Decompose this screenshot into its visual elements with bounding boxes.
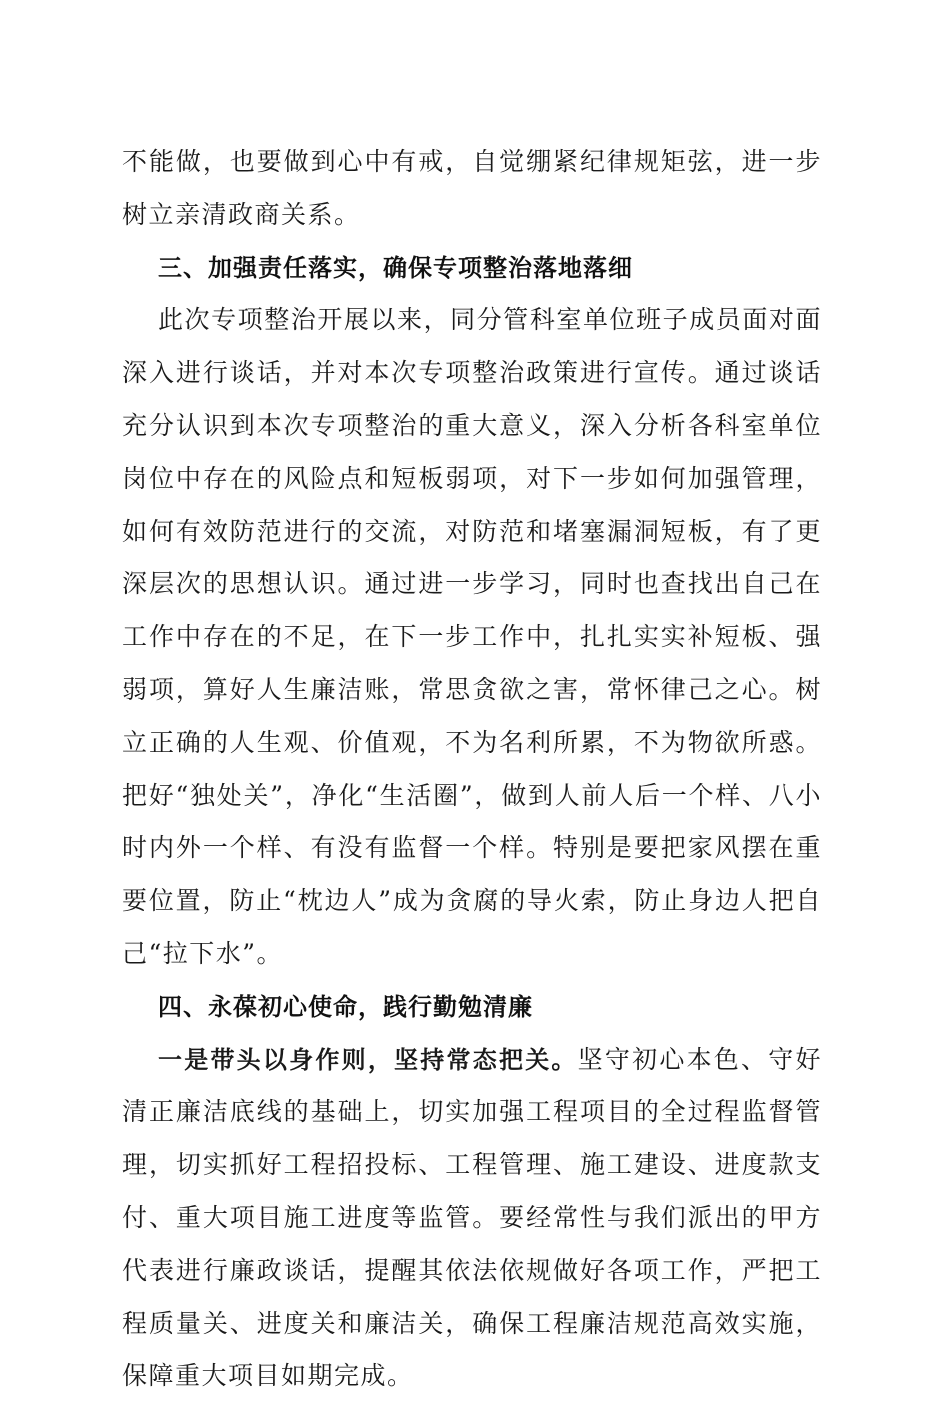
section-4-paragraph bbox=[122, 1034, 822, 1403]
section-4-lead: 一是带头以身作则，坚持常态把关。 bbox=[158, 1045, 578, 1074]
continuation-paragraph: 不能做，也要做到心中有戒，自觉绷紧纪律规矩弦，进一步树立亲清政商关系。 bbox=[122, 147, 822, 229]
document-body bbox=[122, 136, 822, 1403]
section-4-heading: 四、永葆初心使命，践行勤勉清廉 bbox=[158, 992, 533, 1021]
section-3-paragraph: 此次专项整治开展以来，同分管科室单位班子成员面对面深入进行谈话，并对本次专项整治政策进行宣传。通过谈话充分认识到本次专项整治的重大意义，深入分析各科室单位岗位中存在的风险点和短板弱项，对下一步如何加强管理，如何有效防范进行的交流，对防范和堵塞漏洞短板，有了更深层次的思想认识。通过进一步学习，同时也查找出自己在工作中存在的不足，在下一步工作中，扎扎实实补短板、强弱项，算好人生廉洁账，常思贪欲之害，常怀律己之心。树立正确的人生观、价值观，不为名利所累，不为物欲所惑。把好“独处关”，净化“生活圈”，做到人前人后一个样、八小时内外一个样、有没有监督一个样。特别是要把家风摆在重要位置，防止“枕边人”成为贪腐的导火索，防止身边人把自己“拉下水”。 bbox=[122, 305, 822, 968]
section-4-paragraph-text: 坚守初心本色、守好清正廉洁底线的基础上，切实加强工程项目的全过程监督管理，切实抓好工程招投标、工程管理、施工建设、进度款支付、重大项目施工进度等监管。要经常性与我们派出的甲方代表进行廉政谈话，提醒其依法依规做好各项工作，严把工程质量关、进度关和廉洁关，确保工程廉洁规范高效实施，保障重大项目如期完成。 bbox=[122, 1044, 822, 1391]
section-3-heading: 三、加强责任落实，确保专项整治落地落细 bbox=[158, 253, 633, 282]
